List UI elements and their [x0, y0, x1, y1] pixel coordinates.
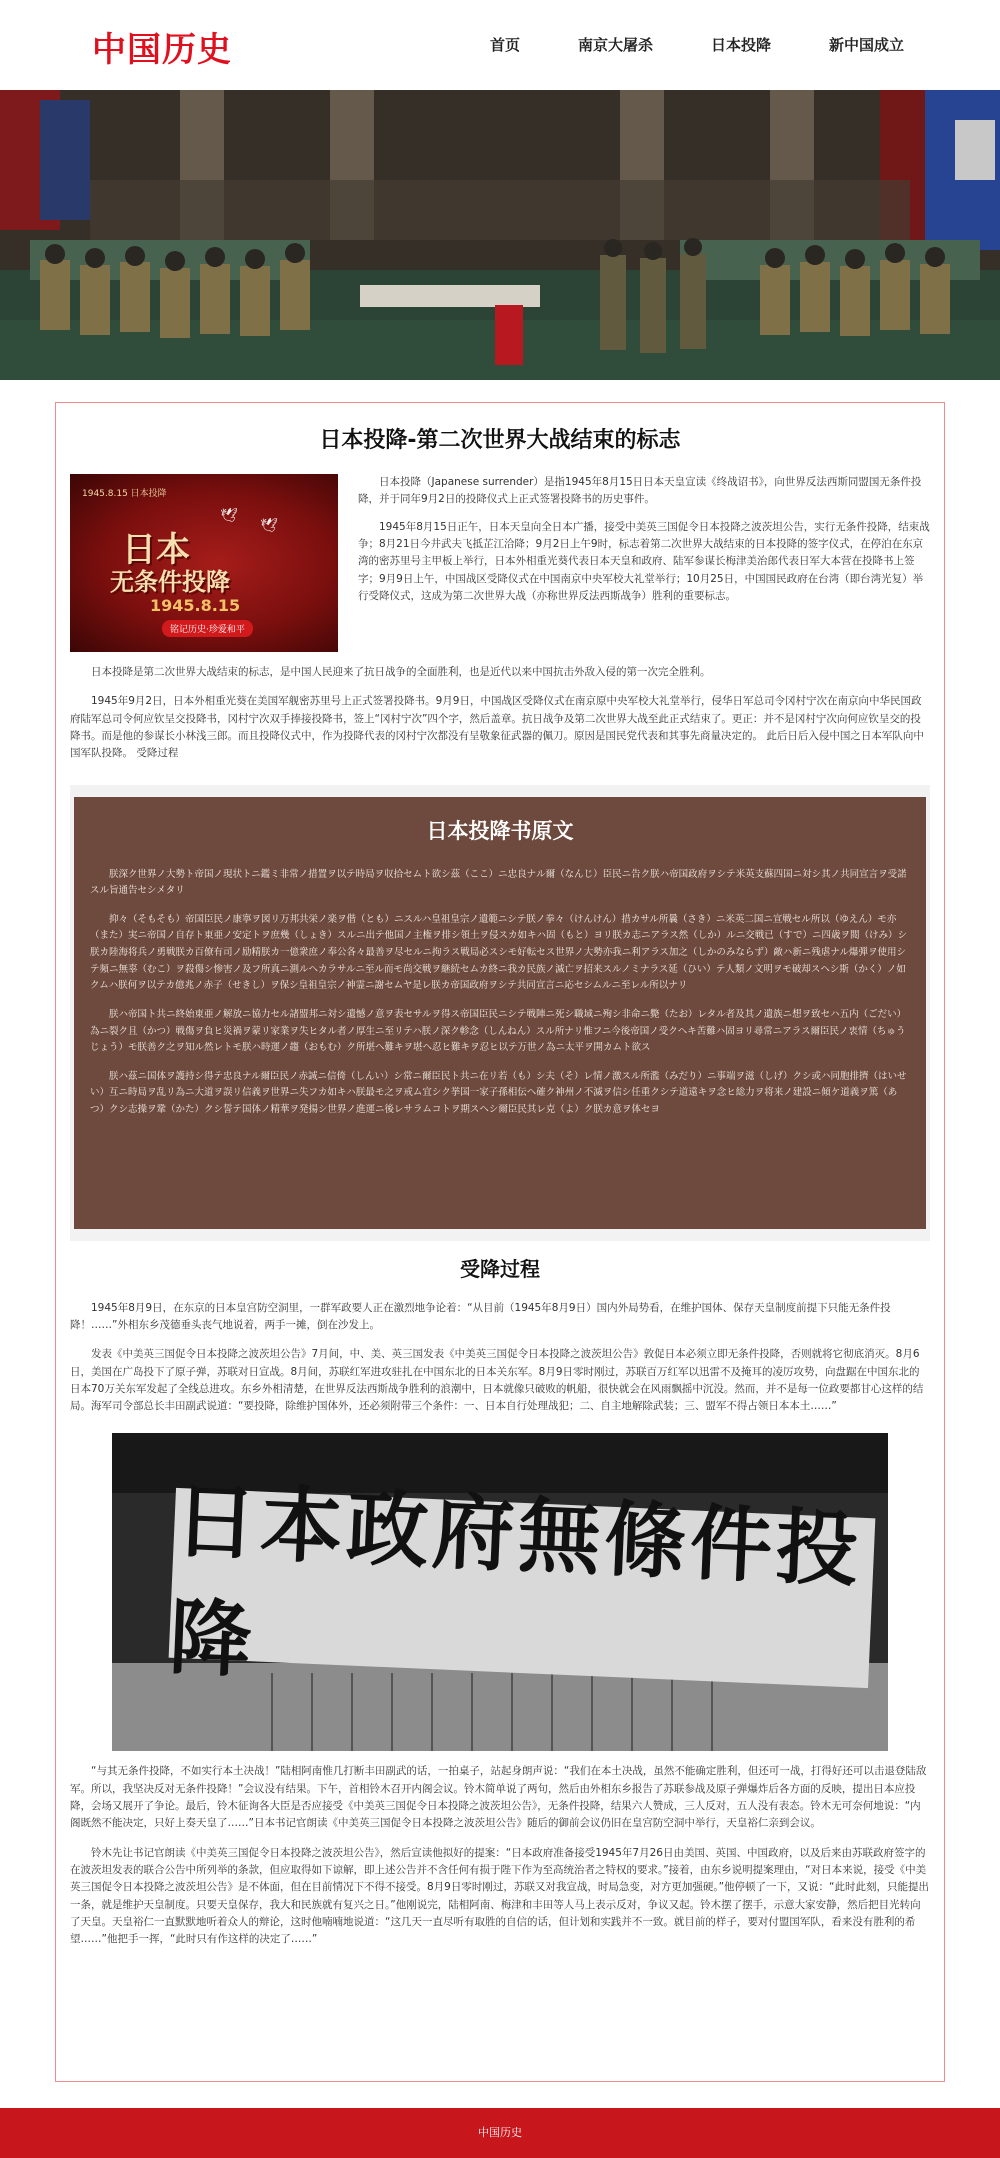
site-header: [0, 0, 1000, 90]
article-title: 日本投降-第二次世界大战结束的标志: [319, 428, 681, 453]
nav-home[interactable]: 首页: [489, 36, 520, 54]
document-paragraph: 朕ハ茲ニ国体ヲ護持シ得テ忠良ナル爾臣民ノ赤誠ニ信倚（しんい）シ常ニ爾臣民ト共ニ在リ若（も）シ夫（そ）レ情ノ激スル所濫（みだり）ニ事端ヲ滋（しげ）クシ或ハ同胞排擠（はいせい）互ニ時局ヲ乱リ為ニ大道ヲ誤リ信義ヲ世界ニ失フカ如キハ朕最モ之ヲ戒ム宜シク挙国一家子孫相伝ヘ確ク神州ノ不滅ヲ信シ任重クシテ道遠キヲ念ヒ総力ヲ将来ノ建設ニ傾ケ道義ヲ篤（あつ）クシ志操ヲ鞏（かた）クシ誓テ国体ノ精華ヲ発揚シ世界ノ進運ニ後レサラムコトヲ期スヘシ爾臣民其レ克（よ）ク朕カ意ヲ体セヨ: [90, 1070, 907, 1116]
summary-paragraph: 日本投降是第二次世界大战结束的标志，是中国人民迎来了抗日战争的全面胜利，也是近代以来中国抗击外敌入侵的第一次完全胜利。: [91, 666, 711, 678]
site-footer: [0, 2108, 1000, 2158]
article-card: [55, 402, 945, 2082]
dove-icon: 🕊: [220, 508, 238, 524]
hero-banner-surrender-ceremony: [0, 90, 1000, 380]
process-section-title: 受降过程: [460, 1256, 540, 1281]
site-logo[interactable]: 中国历史: [92, 30, 232, 70]
intro-paragraph: 日本投降（Japanese surrender）是指1945年8月15日日本天皇宣读《终战诏书》，向世界反法西斯同盟国无条件投降，并于同年9月2日的投降仪式上正式签署投降书的历史事件。: [358, 476, 922, 506]
document-paragraph: 抑々（そもそも）帝国臣民ノ康寧ヲ図リ万邦共栄ノ楽ヲ偕（とも）ニスルハ皇祖皇宗ノ遺範ニシテ朕ノ拳々（けんけん）措カサル所曩（さき）ニ米英二国ニ宣戦セル所以（ゆえん）モ亦（また）実ニ帝国ノ自存ト東亜ノ安定トヲ庶幾（しょき）スルニ出テ他国ノ主権ヲ排シ領土ヲ侵スカ如キハ固（もと）ヨリ朕カ志ニアラス然（しか）ルニ交戦已（すで）ニ四歳ヲ閲（けみ）シ朕カ陸海将兵ノ勇戦朕カ百僚有司ノ励精朕カ一億衆庶ノ奉公各々最善ヲ尽セルニ拘ラス戦局必スシモ好転セス世界ノ大勢亦我ニ利アラス加之（しかのみならず）敵ハ新ニ残虐ナル爆弾ヲ使用シテ頻ニ無辜（むこ）ヲ殺傷シ惨害ノ及フ所真ニ測ルヘカラサルニ至ル而モ尚交戦ヲ継続セムカ終ニ我カ民族ノ滅亡ヲ招来スルノミナラス延（ひい）テ人類ノ文明ヲモ破却スヘシ斯（かく）ノ如クムハ朕何ヲ以テカ億兆ノ赤子（せきし）ヲ保シ皇祖皇宗ノ神霊ニ謝セムヤ是レ朕カ帝国政府ヲシテ共同宣言ニ応セシムルニ至レル所以ナリ: [90, 913, 908, 992]
poster-headline-2: 无条件投降: [110, 568, 230, 596]
ceremony-paragraph: 1945年9月2日，日本外相重光葵在美国军舰密苏里号上正式签署投降书。9月9日，中国战区受降仪式在南京原中央军校大礼堂举行，侵华日军总司令冈村宁次在南京向中华民国政府陆军总司令何应钦呈交投降书，冈村宁次双手捧接投降书，签上“冈村宁次”四个字，然后盖章。抗日战争及第二次世界大战至此正式结束了。更正：并不是冈村宁次向何应钦呈交的投降书。而是他的参谋长小林浅三郎。而且投降仪式中，作为投降代表的冈村宁次都没有呈敬象征武器的佩刀。原因是国民党代表和其事先商量决定的。 此后日后入侵中国之日本军队向中国军队投降。 受降过程: [70, 695, 924, 760]
poster-badge: 铭记历史·珍爱和平: [162, 620, 253, 637]
nav-nanjing-massacre[interactable]: 南京大屠杀: [577, 36, 653, 54]
newspaper-headline-text: 日本政府無條件投降: [167, 1473, 865, 1690]
poster-headline-1: 日本: [122, 530, 190, 570]
surrender-document-panel: [74, 797, 926, 1229]
nav-new-china[interactable]: 新中国成立: [828, 36, 904, 54]
intro-paragraph: 1945年8月15日正午，日本天皇向全日本广播，接受中美英三国促令日本投降之波茨坦公告，实行无条件投降，结束战争；8月21日今井武夫飞抵芷江洽降；9月2日上午9时，标志着第二次世界大战结束的日本投降的签字仪式，在停泊在东京湾的密苏里号主甲板上举行，日本外相重光葵代表日本天皇和政府、陆军参谋长梅津美治郎代表日军大本营在投降书上签字；9月9日上午，中国战区受降仪式在中国南京中央军校大礼堂举行；10月25日，中国国民政府在台湾（即台湾光复）举行受降仪式，这成为第二次世界大战（亦称世界反法西斯战争）胜利的重要标志。: [358, 520, 930, 602]
intro-text: [358, 474, 930, 652]
poster-date: 1945.8.15: [150, 596, 241, 615]
poster-top-text: 1945.8.15 日本投降: [82, 489, 167, 499]
newspaper-headline-image: [112, 1433, 888, 1751]
surrender-document-box: [70, 785, 930, 1241]
footer-text: 中国历史: [478, 2126, 522, 2139]
intro-section: [70, 474, 930, 652]
dove-icon: 🕊: [260, 518, 278, 534]
process-paragraph: 铃木先让书记官朗读《中美英三国促令日本投降之波茨坦公告》，然后宣读他拟好的提案：“日本政府准备接受1945年7月26日由美国、英国、中国政府，以及后来由苏联政府签字的在波茨坦发表的联合公告中所列举的条款，但应取得如下谅解，即上述公告并不含任何有损于陛下作为至高统治者之特权的要求。”接着，由东乡说明提案理由，“对日本来说，接受《中美英三国促令日本投降之波茨坦公告》是不体面，但在目前情况下不得不接受。8月9日零时刚过，苏联又对我宣战，时局急变，对方更加强硬。”他停顿了一下，又说：“此时此刻，只能提出一条，就是维护天皇制度。只要天皇保存，我大和民族就有复兴之日。”他刚说完，陆相阿南、梅津和丰田等人马上表示反对，争议又起。铃木摆了摆手，示意大家安静，然后把目光转向了天皇。天皇裕仁一直默默地听着众人的辩论，这时他喃喃地说道：“这几天一直尽听有取胜的自信的话，但计划和实践并不一致。就目前的样子，要对付盟国军队，看来没有胜利的希望……”他把手一挥，“此时只有作这样的决定了……”: [70, 1846, 929, 1946]
newspaper-headline: [167, 1473, 876, 1690]
process-paragraph: “与其无条件投降，不如实行本土决战！”陆相阿南惟几打断丰田副武的话，一拍桌子，站起身朗声说：“我们在本土决战，虽然不能确定胜利，但还可一战，打得好还可以击退登陆敌军。所以，我坚决反对无条件投降！”会议没有结果。下午，首相铃木召开内阁会议。铃木简单说了两句，然后由外相东乡报告了苏联参战及原子弹爆炸后各方面的反映，提出日本应投降，会场又展开了争论。最后，铃木征询各大臣是否应接受《中美英三国促令日本投降之波茨坦公告》，无条件投降，结果六人赞成，三人反对，五人没有表态。铃木无可奈何地说：“内阁既然不能决定，只好上奏天皇了……”日本书记官朗读《中美英三国促令日本投降之波茨坦公告》随后的御前会议仍旧在皇宫防空洞中举行，天皇裕仁亲到会议。: [70, 1765, 927, 1830]
document-paragraph: 朕深ク世界ノ大勢ト帝国ノ現状トニ鑑ミ非常ノ措置ヲ以テ時局ヲ収拾セムト欲シ茲（ここ）ニ忠良ナル爾（なんじ）臣民ニ告ク朕ハ帝国政府ヲシテ米英支蘇四国ニ対シ其ノ共同宣言ヲ受諾スル旨通告セシメタリ: [90, 868, 907, 897]
surrender-poster-image: [70, 474, 338, 652]
ceremony-scene-image: [0, 90, 1000, 380]
process-paragraph: 发表《中美英三国促令日本投降之波茨坦公告》7月间，中、美、英三国发表《中美英三国促令日本投降之波茨坦公告》敦促日本必须立即无条件投降，否则就将它彻底消灭。8月6日，美国在广岛投下了原子弹，苏联对日宣战。8月间，苏联红军进攻驻扎在中国东北的日本关东军。8月9日零时刚过，苏联百万红军以迅雷不及掩耳的凌厉攻势，向盘踞在中国东北的日本70万关东军发起了全线总进攻。东乡外相清楚，在世界反法西斯战争胜利的浪潮中，日本就像只破败的帆船，很快就会在风雨飘摇中沉没。然而，并不是每一位政要都甘心这样的结局。海军司令部总长丰田副武说道：“要投降，除维护国体外，还必须附带三个条件：一、日本自行处理战犯；二、自主地解除武装；三、盟军不得占领日本本土……”: [70, 1348, 924, 1413]
main-nav: [432, 34, 904, 55]
document-paragraph: 朕ハ帝国ト共ニ終始東亜ノ解放ニ協力セル諸盟邦ニ対シ遺憾ノ意ヲ表セサルヲ得ス帝国臣民ニシテ戦陣ニ死シ職域ニ殉シ非命ニ斃（たお）レタル者及其ノ遺族ニ想ヲ致セハ五内（ごだい）為ニ裂ク且（かつ）戦傷ヲ負ヒ災禍ヲ蒙リ家業ヲ失ヒタル者ノ厚生ニ至リテハ朕ノ深ク軫念（しんねん）スル所ナリ惟フニ今後帝国ノ受クヘキ苦難ハ固ヨリ尋常ニアラス爾臣民ノ衷情（ちゅうじょう）モ朕善ク之ヲ知ル然レトモ朕ハ時運ノ趨（おもむ）ク所堪ヘ難キヲ堪ヘ忍ヒ難キヲ忍ヒ以テ万世ノ為ニ太平ヲ開カムト欲ス: [90, 1008, 907, 1054]
process-paragraph: 1945年8月9日，在东京的日本皇宫防空洞里，一群军政要人正在激烈地争论着：“从目前（1945年8月9日）国内外局势看，在维护国体、保存天皇制度前提下只能无条件投降！……”外相东乡茂德垂头丧气地说着，两手一摊，倒在沙发上。: [70, 1301, 891, 1331]
document-title: 日本投降书原文: [426, 818, 574, 843]
nav-japan-surrender[interactable]: 日本投降: [710, 36, 771, 54]
